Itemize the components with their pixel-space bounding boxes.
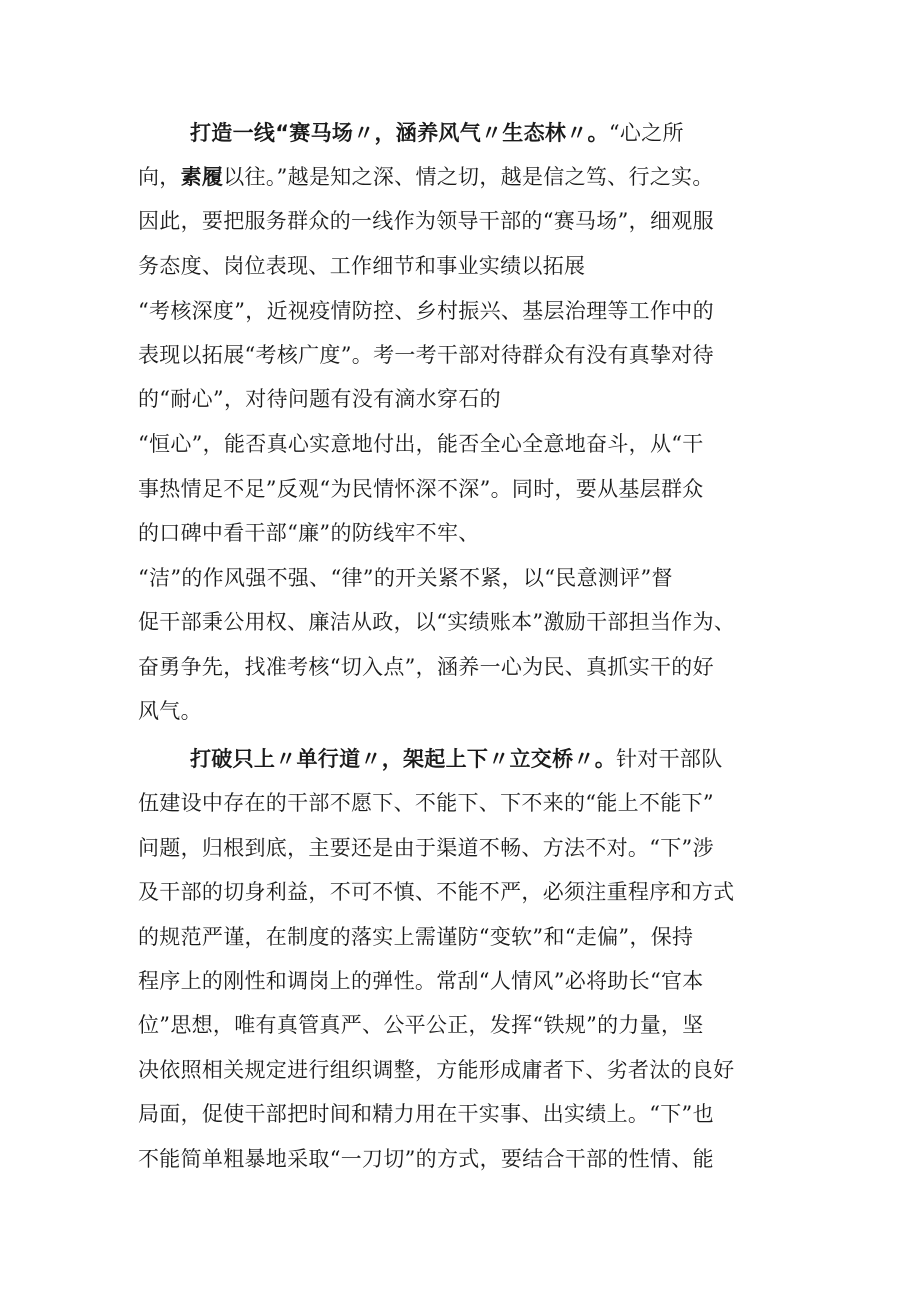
paragraph1-heading: 打造一线“赛马场〃，涵养风气〃生态林〃。 [190, 121, 609, 145]
paragraph1-text-line: 促干部秉公用权、廉洁从政，以“实绩账本”激励干部担当作为、 [138, 610, 736, 634]
paragraph1-text-line: 事热情足不足”反观“为民情怀深不深”。同时，要从基层群众 [138, 477, 704, 501]
paragraph2-text-line: 问题，归根到底，主要还是由于渠道不畅、方法不对。“下”涉 [138, 836, 714, 860]
paragraph1-line2-tail: 以往。”越是知之深、情之切，越是信之笃、行之实。 [223, 165, 714, 189]
paragraph2-text-line: 不能简单粗暴地采取“一刀切”的方式，要结合干部的性情、能 [138, 1147, 714, 1171]
paragraph1-line1-tail: “心之所 [608, 121, 684, 145]
paragraph1-text-line: 风气。 [138, 699, 202, 723]
paragraph1-text-line: 务态度、岗位表现、工作细节和事业实绩以拓展 [138, 254, 586, 278]
paragraph2-text-line: 的规范严谨，在制度的落实上需谨防“变软”和“走偏”，保持 [138, 925, 694, 949]
paragraph1-text-line: 的口碑中看干部“廉”的防线牢不牢、 [138, 521, 480, 545]
paragraph2-text-line: 局面，促使干部把时间和精力用在干实事、出实绩上。“下”也 [138, 1102, 714, 1126]
paragraph1-text-line: “洁”的作风强不强、“律”的开关紧不紧，以“民意测评”督 [138, 566, 673, 590]
paragraph2-text-line: 伍建设中存在的干部不愿下、不能下、下不来的“能上不能下” [138, 791, 714, 815]
paragraph2-text-line: 决依照相关规定进行组织调整，方能形成庸者下、劣者汰的良好 [138, 1058, 735, 1082]
paragraph1-text-line: 表现以拓展“考核广度”。考一考干部对待群众有没有真挚对待 [138, 343, 714, 367]
paragraph1-text-line: “恒心”，能否真心实意地付出，能否全心全意地奋斗，从“干 [138, 432, 704, 456]
paragraph2-line1-tail: 针对干部队 [616, 747, 723, 771]
paragraph1-line2-bold: 素履 [180, 165, 224, 189]
paragraph1-line1 [190, 118, 870, 148]
paragraph1-line2-head: 向， [138, 165, 181, 189]
paragraph1-text-line: 的“耐心”，对待问题有没有滴水穿石的 [138, 387, 501, 411]
paragraph1-text-line: 因此，要把服务群众的一线作为领导干部的“赛马场”，细观服 [138, 209, 714, 233]
paragraph1-text-line: “考核深度”，近视疫情防控、乡村振兴、基层治理等工作中的 [138, 299, 714, 323]
paragraph2-text-line: 程序上的刚性和调岗上的弹性。常刮“人情风”必将助长“官本 [138, 969, 704, 993]
paragraph2-text-line: 及干部的切身利益，不可不慎、不能不严，必须注重程序和方式 [138, 880, 735, 904]
paragraph1-line2 [138, 162, 818, 192]
paragraph1-text-line: 奋勇争先，找准考核“切入点”，涵养一心为民、真抓实干的好 [138, 655, 714, 679]
paragraph2-heading: 打破只上〃单行道〃，架起上下〃立交桥〃。 [190, 747, 616, 771]
paragraph2-text-line: 位”思想，唯有真管真严、公平公正，发挥“铁规”的力量，坚 [138, 1013, 704, 1037]
paragraph2-line1 [190, 744, 870, 774]
